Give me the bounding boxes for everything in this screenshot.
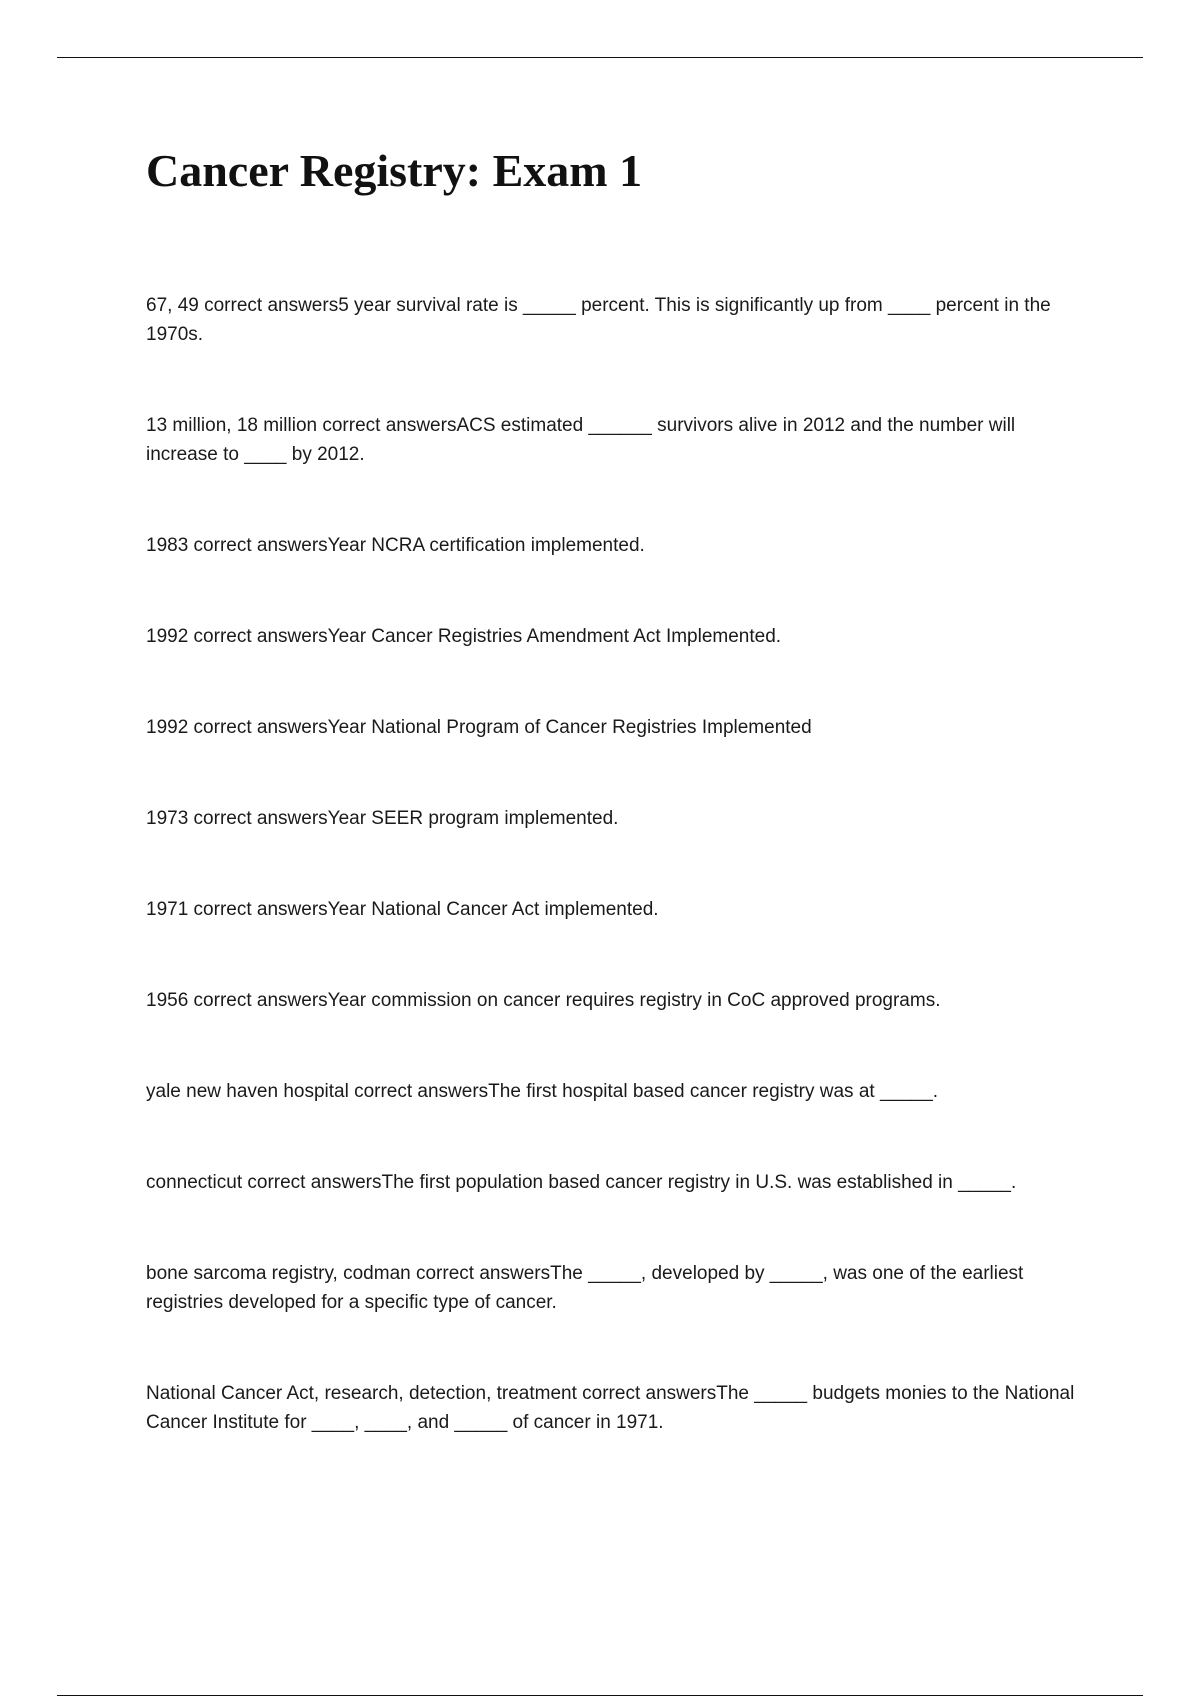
qa-item: 1973 correct answersYear SEER program implemented. [146, 808, 619, 829]
qa-item: connecticut correct answersThe first population based cancer registry in U.S. was established in _____. [146, 1172, 1017, 1193]
qa-item: yale new haven hospital correct answersThe first hospital based cancer registry was at _____. [146, 1081, 939, 1102]
qa-item: bone sarcoma registry, codman correct answersThe _____, developed by _____, was one of the earliest registries developed for a specific type of cancer. [146, 1263, 1024, 1313]
top-rule [57, 57, 1143, 58]
qa-item: 1956 correct answersYear commission on cancer requires registry in CoC approved programs. [146, 990, 941, 1011]
qa-item: 1971 correct answersYear National Cancer Act implemented. [146, 899, 659, 920]
qa-item: 1992 correct answersYear National Program of Cancer Registries Implemented [146, 717, 812, 738]
qa-item: 67, 49 correct answers5 year survival rate is _____ percent. This is significantly up from ____ percent in the 1970s. [146, 295, 1051, 345]
bottom-rule [57, 1695, 1143, 1696]
qa-item: National Cancer Act, research, detection, treatment correct answersThe _____ budgets monies to the National Cancer Institute for ____, ____, and _____ of cancer in 1971. [146, 1383, 1075, 1433]
page-title: Cancer Registry: Exam 1 [146, 145, 643, 196]
qa-item: 1992 correct answersYear Cancer Registries Amendment Act Implemented. [146, 626, 782, 647]
qa-item: 13 million, 18 million correct answersACS estimated ______ survivors alive in 2012 and the number will increase to ____ by 2012. [146, 415, 1016, 465]
qa-item: 1983 correct answersYear NCRA certification implemented. [146, 535, 645, 556]
